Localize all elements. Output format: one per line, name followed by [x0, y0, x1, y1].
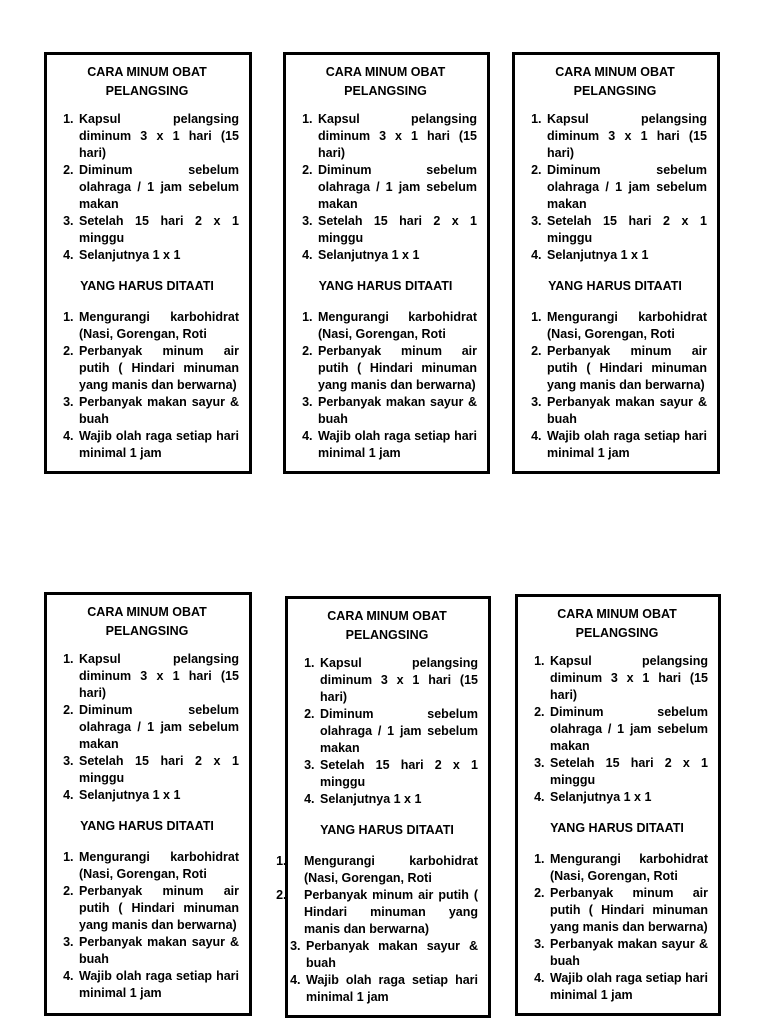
dosage-step: 3. Setelah 15 hari 2 x 1 minggu: [548, 755, 708, 789]
rule-item: 2. Perbanyak minum air putih ( Hindari minuman yang manis dan berwarna): [316, 343, 477, 394]
dosage-step: 2. Diminum sebelum olahraga / 1 jam sebelum makan: [77, 702, 239, 753]
dosage-step: 2. Diminum sebelum olahraga / 1 jam sebelum makan: [545, 162, 707, 213]
card-title-line-1: CARA MINUM OBAT: [87, 605, 207, 619]
rules-list: [55, 849, 239, 1002]
card-title-line-1: CARA MINUM OBAT: [557, 607, 677, 621]
card-title-line-1: CARA MINUM OBAT: [87, 65, 207, 79]
rule-item: 3. Perbanyak makan sayur & buah: [304, 938, 478, 972]
dosage-step: 4. Selanjutnya 1 x 1: [548, 789, 708, 806]
card-title: [296, 607, 478, 645]
dosage-steps-list: [523, 111, 707, 264]
instruction-card-2: [283, 52, 490, 474]
dosage-step: 3. Setelah 15 hari 2 x 1 minggu: [318, 757, 478, 791]
rules-list: [526, 851, 708, 1004]
card-title-line-1: CARA MINUM OBAT: [555, 65, 675, 79]
dosage-step: 3. Setelah 15 hari 2 x 1 minggu: [545, 213, 707, 247]
card-title: [294, 63, 477, 101]
dosage-step: 4. Selanjutnya 1 x 1: [316, 247, 477, 264]
rule-item: 4. Wajib olah raga setiap hari minimal 1 jam: [304, 972, 478, 1006]
instruction-card-1: [44, 52, 252, 474]
rule-item: 4. Wajib olah raga setiap hari minimal 1 jam: [77, 968, 239, 1002]
dosage-step: 2. Diminum sebelum olahraga / 1 jam sebelum makan: [318, 706, 478, 757]
rule-item: 4. Wajib olah raga setiap hari minimal 1 jam: [545, 428, 707, 462]
card-title-line-1: CARA MINUM OBAT: [327, 609, 447, 623]
instruction-card-4: [44, 592, 252, 1016]
rules-heading: YANG HARUS DITAATI: [80, 279, 214, 293]
rules-heading: YANG HARUS DITAATI: [548, 279, 682, 293]
rule-item: 3. Perbanyak makan sayur & buah: [316, 394, 477, 428]
rule-item: 4. Wajib olah raga setiap hari minimal 1 jam: [548, 970, 708, 1004]
dosage-step: 2. Diminum sebelum olahraga / 1 jam sebelum makan: [548, 704, 708, 755]
rule-item: 3. Perbanyak makan sayur & buah: [77, 394, 239, 428]
dosage-step: 1. Kapsul pelangsing diminum 3 x 1 hari (15 hari): [77, 651, 239, 702]
dosage-step: 4. Selanjutnya 1 x 1: [77, 787, 239, 804]
instruction-card-5: [285, 596, 491, 1018]
card-title-line-2: PELANGSING: [344, 84, 427, 98]
card-title-line-1: CARA MINUM OBAT: [325, 65, 446, 79]
dosage-step: 3. Setelah 15 hari 2 x 1 minggu: [316, 213, 477, 247]
dosage-steps-list: [294, 111, 477, 264]
card-title-line-2: PELANGSING: [573, 84, 657, 98]
rules-heading: YANG HARUS DITAATI: [318, 279, 453, 293]
dosage-step: 3. Setelah 15 hari 2 x 1 minggu: [77, 213, 239, 247]
rules-heading: YANG HARUS DITAATI: [550, 821, 684, 835]
rule-item: 1. Mengurangi karbohidrat (Nasi, Gorengan, Roti: [548, 851, 708, 885]
rules-list: [296, 853, 478, 1006]
rule-item: 1. Mengurangi karbohidrat (Nasi, Gorengan, Roti: [77, 309, 239, 343]
dosage-step: 4. Selanjutnya 1 x 1: [77, 247, 239, 264]
rule-item: 2. Perbanyak minum air putih ( Hindari minuman yang manis dan berwarna): [77, 343, 239, 394]
rule-item: 1. Mengurangi karbohidrat (Nasi, Gorengan, Roti: [290, 853, 478, 887]
rule-item: 1. Mengurangi karbohidrat (Nasi, Gorengan, Roti: [316, 309, 477, 343]
instruction-card-6: [515, 594, 721, 1016]
dosage-step: 2. Diminum sebelum olahraga / 1 jam sebelum makan: [77, 162, 239, 213]
rule-item: 2. Perbanyak minum air putih ( Hindari minuman yang manis dan berwarna): [77, 883, 239, 934]
card-title-line-2: PELANGSING: [345, 628, 429, 642]
rule-item: 2. Perbanyak minum air putih ( Hindari minuman yang manis dan berwarna): [548, 885, 708, 936]
rule-item: 4. Wajib olah raga setiap hari minimal 1 jam: [316, 428, 477, 462]
dosage-steps-list: [296, 655, 478, 808]
dosage-step: 1. Kapsul pelangsing diminum 3 x 1 hari (15 hari): [548, 653, 708, 704]
dosage-steps-list: [526, 653, 708, 806]
rules-heading: YANG HARUS DITAATI: [80, 819, 214, 833]
rules-list: [55, 309, 239, 462]
card-title: [55, 603, 239, 641]
card-title-line-2: PELANGSING: [575, 626, 659, 640]
card-title-line-2: PELANGSING: [105, 624, 189, 638]
rule-item: 3. Perbanyak makan sayur & buah: [548, 936, 708, 970]
card-title-line-2: PELANGSING: [105, 84, 189, 98]
dosage-steps-list: [55, 651, 239, 804]
dosage-step: 4. Selanjutnya 1 x 1: [318, 791, 478, 808]
card-title: [55, 63, 239, 101]
rule-item: 3. Perbanyak makan sayur & buah: [77, 934, 239, 968]
rule-item: 2. Perbanyak minum air putih ( Hindari minuman yang manis dan berwarna): [545, 343, 707, 394]
rule-item: 4. Wajib olah raga setiap hari minimal 1 jam: [77, 428, 239, 462]
dosage-step: 4. Selanjutnya 1 x 1: [545, 247, 707, 264]
dosage-step: 1. Kapsul pelangsing diminum 3 x 1 hari (15 hari): [545, 111, 707, 162]
dosage-step: 3. Setelah 15 hari 2 x 1 minggu: [77, 753, 239, 787]
rules-list: [294, 309, 477, 462]
dosage-step: 2. Diminum sebelum olahraga / 1 jam sebelum makan: [316, 162, 477, 213]
rule-item: 3. Perbanyak makan sayur & buah: [545, 394, 707, 428]
dosage-steps-list: [55, 111, 239, 264]
card-title: [523, 63, 707, 101]
card-title: [526, 605, 708, 643]
rule-item: 1. Mengurangi karbohidrat (Nasi, Gorengan, Roti: [77, 849, 239, 883]
rule-item: 1. Mengurangi karbohidrat (Nasi, Gorengan, Roti: [545, 309, 707, 343]
rule-item: 2. Perbanyak minum air putih ( Hindari minuman yang manis dan berwarna): [290, 887, 478, 938]
rules-heading: YANG HARUS DITAATI: [320, 823, 454, 837]
dosage-step: 1. Kapsul pelangsing diminum 3 x 1 hari (15 hari): [316, 111, 477, 162]
dosage-step: 1. Kapsul pelangsing diminum 3 x 1 hari (15 hari): [77, 111, 239, 162]
dosage-step: 1. Kapsul pelangsing diminum 3 x 1 hari (15 hari): [318, 655, 478, 706]
rules-list: [523, 309, 707, 462]
instruction-card-3: [512, 52, 720, 474]
